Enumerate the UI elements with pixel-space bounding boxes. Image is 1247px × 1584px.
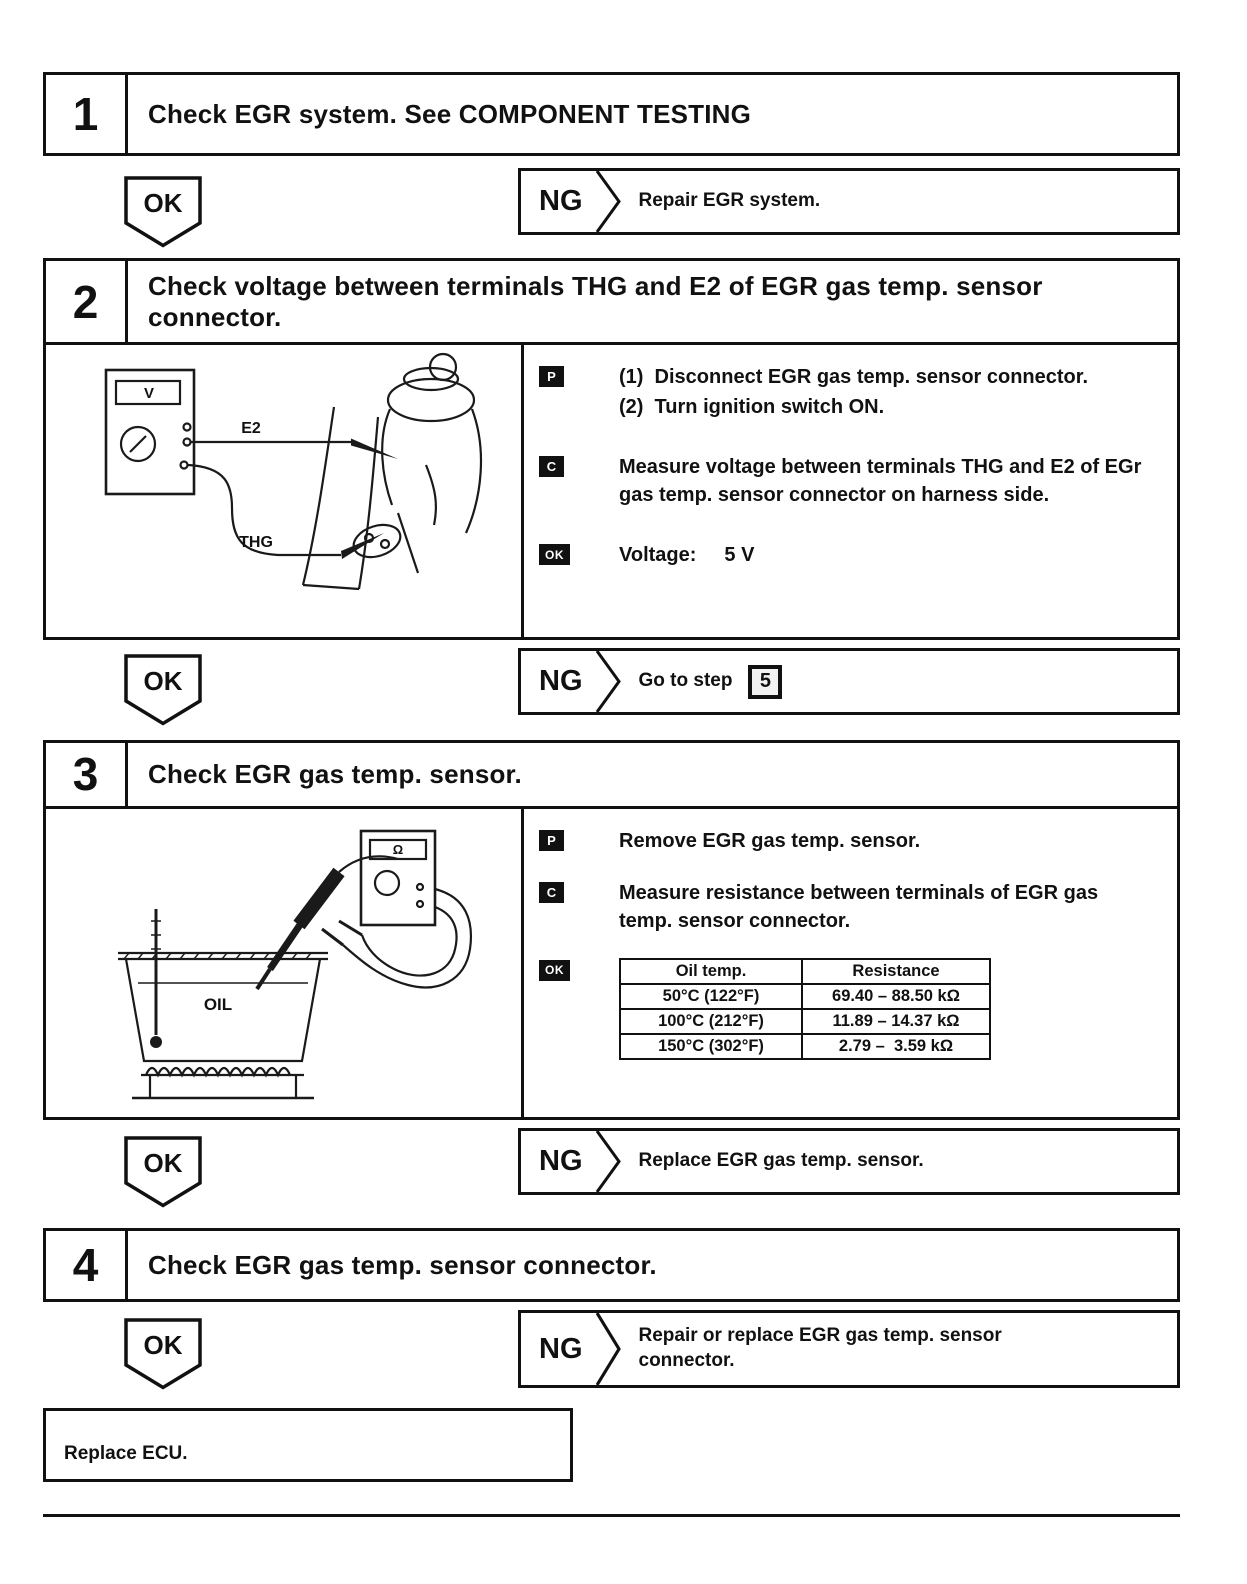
ng-branch-step1 <box>518 168 1180 235</box>
step-3-title: Check EGR gas temp. sensor. <box>148 759 522 789</box>
prepare-item: (2) Turn ignition switch ON. <box>619 396 885 419</box>
resistance-cell: 2.79 – 3.59 kΩ <box>802 1034 990 1059</box>
final-action-text: Replace ECU. <box>64 1443 188 1464</box>
check-row <box>539 879 1155 935</box>
check-badge: C <box>539 456 564 477</box>
terminal-thg-label: THG <box>239 534 273 552</box>
ok-arrow-step1 <box>124 176 202 253</box>
ng-label: NG <box>539 665 583 697</box>
step-4-number: 4 <box>46 1231 128 1299</box>
terminal-e2-label: E2 <box>241 420 261 438</box>
oil-temp-cell: 100°C (212°F) <box>620 1009 802 1034</box>
ok-label: OK <box>143 188 183 218</box>
oil-temp-cell: 150°C (302°F) <box>620 1034 802 1059</box>
ok-label: OK <box>143 666 183 696</box>
prepare-badge: P <box>539 830 564 851</box>
spec-label: Voltage: <box>619 544 697 567</box>
check-text: Measure voltage between terminals THG and E2 of EGr gas temp. sensor connector on harness side. <box>619 456 1142 507</box>
step-2-number: 2 <box>46 261 128 342</box>
ng-chevron-icon <box>595 1313 621 1385</box>
ok-pentagon-icon <box>124 176 202 248</box>
voltage-test-illustration <box>46 345 521 635</box>
oil-bath-illustration <box>46 809 521 1102</box>
ok-arrow-step2 <box>124 654 202 731</box>
ok-spec-badge: OK <box>539 960 570 981</box>
table-row <box>620 984 990 1009</box>
resistance-table <box>619 958 991 1060</box>
ng-chevron-icon <box>595 651 621 712</box>
step-2-header <box>46 261 1177 342</box>
col-header-resistance: Resistance <box>802 959 990 984</box>
step-3-instructions <box>521 809 1177 1117</box>
meter-ohm-label: Ω <box>392 841 404 857</box>
spec-value: 5 V <box>724 544 755 567</box>
step-2-content <box>46 342 1177 640</box>
ok-pentagon-icon <box>124 1318 202 1390</box>
table-row <box>620 1034 990 1059</box>
step-4-header <box>46 1231 1177 1299</box>
ng-branch-step3 <box>518 1128 1180 1195</box>
bottom-rule <box>43 1514 1180 1517</box>
ng-label: NG <box>539 1145 583 1177</box>
ng-label: NG <box>539 185 583 217</box>
table-row <box>620 1009 990 1034</box>
ok-arrow-step4 <box>124 1318 202 1395</box>
final-action-box <box>43 1408 573 1482</box>
ok-spec-row <box>539 957 1155 1060</box>
resistance-cell: 69.40 – 88.50 kΩ <box>802 984 990 1009</box>
ng-action-text: Replace EGR gas temp. sensor. <box>638 1150 924 1172</box>
ng-chevron-icon <box>595 1131 621 1192</box>
prepare-row <box>539 363 1155 423</box>
ng-chevron-icon <box>595 171 621 232</box>
check-row <box>539 453 1155 509</box>
oil-label: OIL <box>203 994 233 1014</box>
prepare-badge: P <box>539 366 564 387</box>
prepare-text: Remove EGR gas temp. sensor. <box>619 829 921 852</box>
ng-branch-step4 <box>518 1310 1180 1388</box>
step-1-title: Check EGR system. See COMPONENT TESTING <box>148 98 752 129</box>
step-4-title: Check EGR gas temp. sensor connector. <box>148 1249 657 1280</box>
step-1-header <box>46 75 1177 153</box>
step-1-number: 1 <box>46 75 128 153</box>
step-3-content <box>46 806 1177 1117</box>
check-badge: C <box>539 882 564 903</box>
step-2-instructions <box>521 345 1177 640</box>
ok-spec-badge: OK <box>539 544 570 565</box>
step-4-block <box>43 1228 1180 1302</box>
ok-label: OK <box>143 1330 183 1360</box>
ng-action-text: Go to step <box>638 670 733 692</box>
prepare-text <box>619 363 1155 423</box>
ok-spec-text <box>619 541 1155 569</box>
resistance-cell: 11.89 – 14.37 kΩ <box>802 1009 990 1034</box>
ok-spec-row <box>539 541 1155 569</box>
step-3-number: 3 <box>46 743 128 806</box>
ng-action-text: Repair EGR system. <box>638 190 821 212</box>
col-header-oil-temp: Oil temp. <box>620 959 802 984</box>
ok-arrow-step3 <box>124 1136 202 1213</box>
prepare-row <box>539 827 1155 855</box>
step-ref-5-box: 5 <box>748 665 782 699</box>
meter-v-label: V <box>143 385 155 403</box>
voltage-test-diagram <box>46 345 521 640</box>
step-1-block <box>43 72 1180 156</box>
ok-pentagon-icon <box>124 1136 202 1208</box>
step-3-block <box>43 740 1180 1120</box>
step-2-block <box>43 258 1180 640</box>
table-header-row <box>620 959 990 984</box>
step-3-header <box>46 743 1177 806</box>
ng-label: NG <box>539 1332 583 1365</box>
oil-temp-cell: 50°C (122°F) <box>620 984 802 1009</box>
step-2-title: Check voltage between terminals THG and E2 of EGR gas temp. sensor connector. <box>148 271 1043 332</box>
oil-bath-test-diagram <box>46 809 521 1117</box>
ok-label: OK <box>143 1148 183 1178</box>
ng-action-text: Repair or replace EGR gas temp. sensor connector. <box>638 1325 1002 1371</box>
check-text: Measure resistance between terminals of EGR gas temp. sensor connector. <box>619 881 1099 932</box>
ng-branch-step2 <box>518 648 1180 715</box>
prepare-item: (1) Disconnect EGR gas temp. sensor connector. <box>619 366 1089 389</box>
ok-pentagon-icon <box>124 654 202 726</box>
